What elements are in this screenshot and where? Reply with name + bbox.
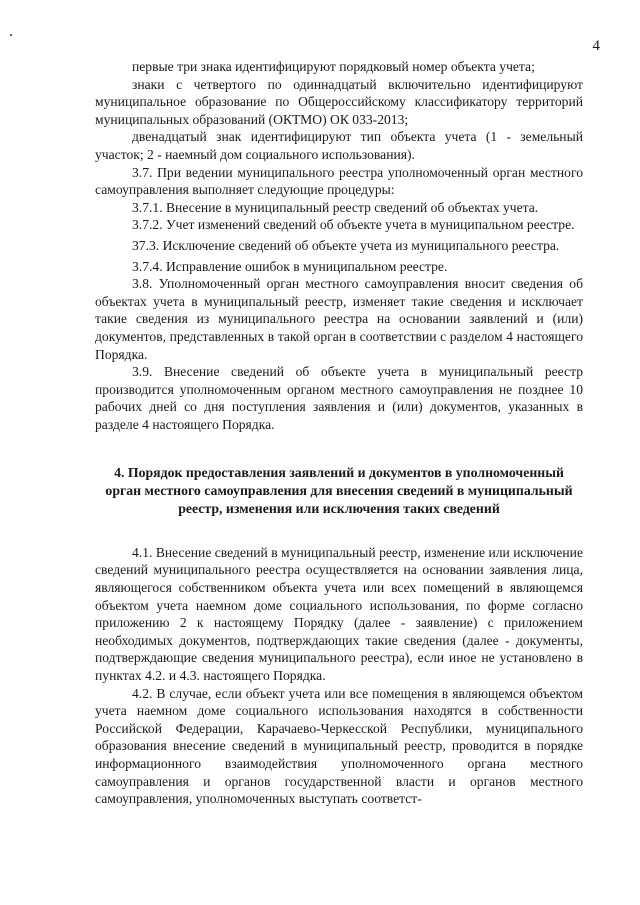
paragraph-4-2: 4.2. В случае, если объект учета или все помещения в являющемся объектом учета наемном доме социального использования находятся в собственности Российской Федерации, Карачаево-Черкесской Республики, муниципального образования внесение сведений в муниципальный реестр, проводится в порядке информационного взаимодействия уполномоченного органа местного самоуправления и органов государственной власти и органов местного самоуправления, уполномоченных выступать соответст-: [95, 685, 583, 807]
paragraph-3-7-1: 3.7.1. Внесение в муниципальный реестр сведений об объектах учета.: [132, 199, 539, 215]
paragraph-3-7-4: 3.7.4. Исправление ошибок в муниципальном реестре.: [132, 258, 448, 274]
paragraph-char-12: двенадцатый знак идентифицируют тип объекта учета (1 - земельный участок; 2 - наемный дом социального использования).: [95, 129, 583, 162]
paragraph-chars-4-11: знаки с четвертого по одиннадцатый включительно идентифицируют муниципальное образование по Общероссийскому классификатору территорий муниципальных образований (ОКТМО) ОК 033-2013;: [95, 76, 583, 127]
paragraph-3-9: 3.9. Внесение сведений об объекте учета в муниципальный реестр производится уполномоченным органом местного самоуправления не позднее 10 рабочих дней со дня поступления заявления и (или) документов, указанных в разделе 4 настоящего Порядка.: [95, 364, 583, 432]
paragraph-4-1: 4.1. Внесение сведений в муниципальный реестр, изменение или исключение сведений муниципального реестра осуществляется на основании заявления лица, являющегося собственником объекта учета или всех помещений в являющемся объектом учета наемном доме социального использования, по форме согласно приложению 2 к настоящему Порядку (далее - заявление) с приложением необходимых документов, подтверждающих такие сведения (далее - документы, подтверждающие сведения муниципального реестра), если иное не установлено в пунктах 4.2. и 4.3. настоящего Порядка.: [95, 544, 583, 684]
paragraph-3-7-3: 37.3. Исключение сведений об объекте учета из муниципального реестра.: [132, 237, 560, 253]
paragraph-3-7: 3.7. При ведении муниципального реестра уполномоченный орган местного самоуправления выполняет следующие процедуры:: [95, 164, 583, 198]
paragraph-3-7-2: 3.7.2. Учет изменений сведений об объекте учета в муниципальном реестре.: [132, 217, 575, 233]
paragraph-first-three-chars: первые три знака идентифицируют порядковый номер объекта учета;: [132, 59, 535, 74]
section-4-heading: 4. Порядок предоставления заявлений и документов в уполномоченный орган местного самоуправления для внесения сведений в муниципальный реестр, изменения или исключения таких сведений: [105, 465, 573, 517]
document-body: [95, 58, 583, 808]
scan-speck: [10, 34, 12, 36]
paragraph-3-8: 3.8. Уполномоченный орган местного самоуправления вносит сведения об объектах учета в муниципальный реестр, изменяет такие сведения и исключает такие сведения из муниципального реестра на основании заявлений и (или) документов, представленных в такой орган в соответствии с разделом 4 настоящего Порядка.: [95, 276, 583, 362]
page-number: 4: [592, 38, 600, 54]
